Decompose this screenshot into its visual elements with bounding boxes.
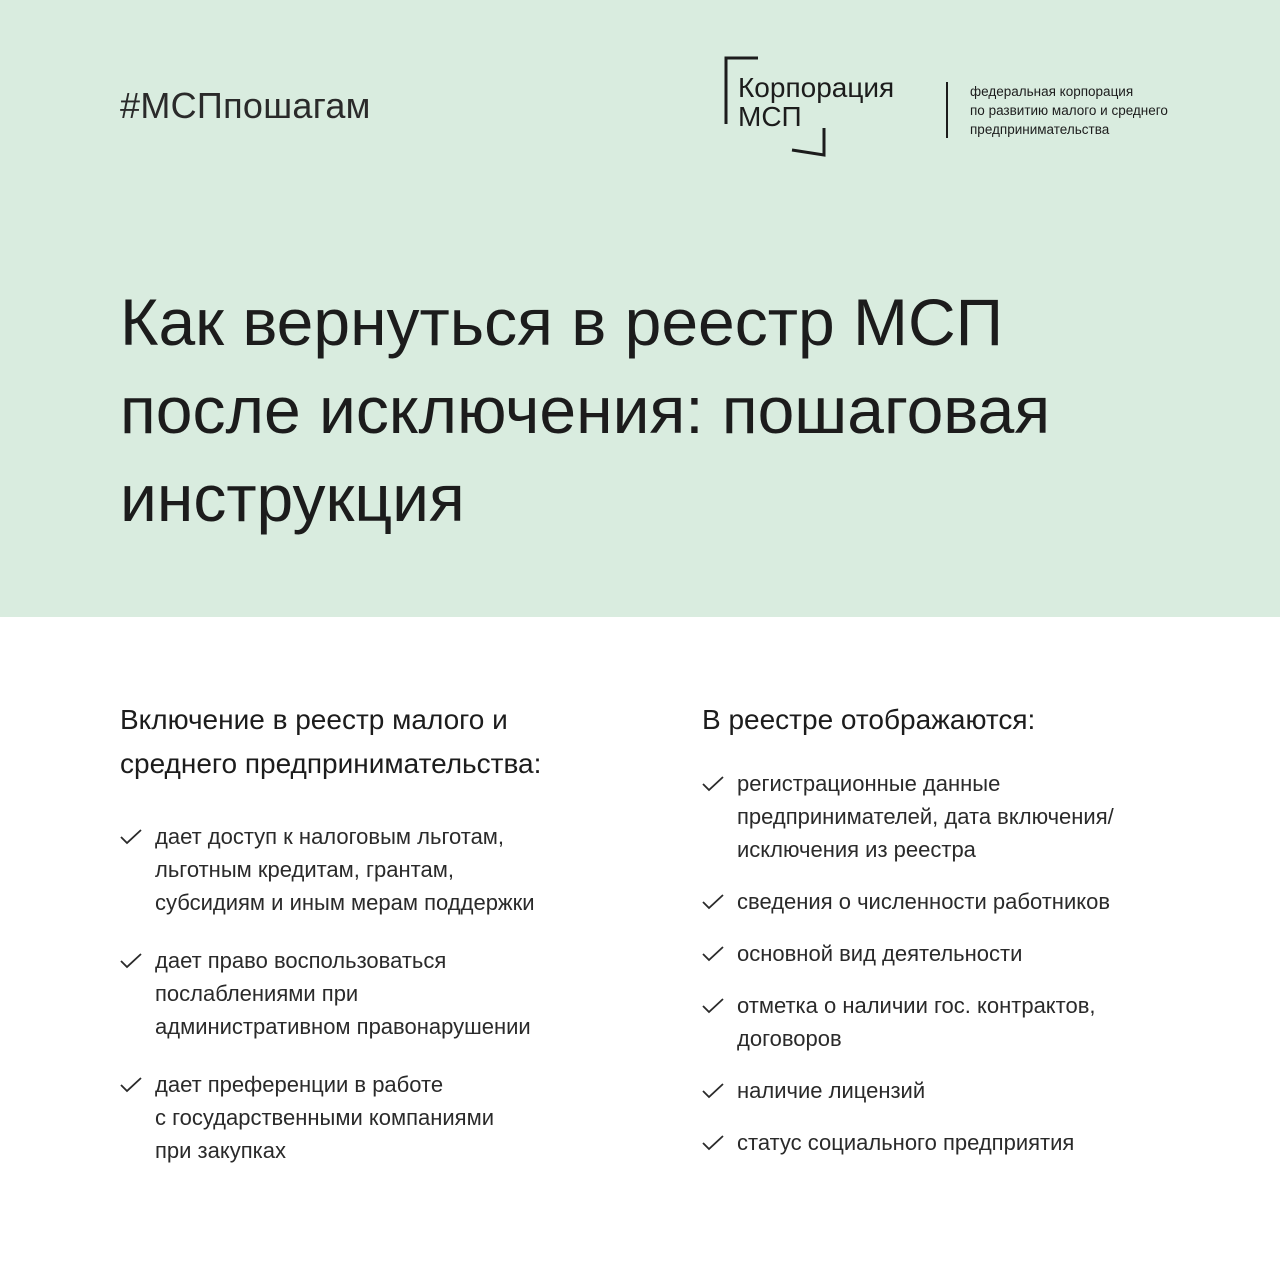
heading-line: Включение в реестр малого и — [120, 704, 508, 735]
logo-wordmark-line1: Корпорация — [738, 72, 895, 103]
item-text: субсидиям и иным мерам поддержки — [155, 890, 535, 915]
item-text: дает преференции в работе — [155, 1072, 444, 1097]
check-icon — [702, 894, 724, 910]
benefits-heading — [120, 698, 660, 786]
item-text: основной вид деятельности — [737, 941, 1023, 966]
item-text: при закупках — [155, 1138, 287, 1163]
check-icon — [120, 829, 142, 845]
check-icon — [702, 1083, 724, 1099]
list-item — [702, 1126, 1242, 1159]
item-text: с государственными компаниями — [155, 1105, 495, 1130]
heading-line: среднего предпринимательства: — [120, 748, 542, 779]
item-text: наличие лицензий — [737, 1078, 926, 1103]
logo — [724, 54, 1224, 160]
benefits-list — [120, 820, 660, 1167]
registry-contents-heading — [702, 698, 1242, 742]
item-text: дает право воспользоваться — [155, 948, 447, 973]
registry-contents-list — [702, 767, 1242, 1159]
list-item — [702, 885, 1242, 918]
check-icon — [702, 1135, 724, 1151]
item-text: дает доступ к налоговым льготам, — [155, 824, 505, 849]
logo-caption-line: федеральная корпорация — [970, 84, 1134, 99]
benefits-section — [120, 698, 660, 1167]
item-text: отметка о наличии гос. контрактов, — [737, 993, 1096, 1018]
check-icon — [702, 998, 724, 1014]
header-panel — [0, 0, 1280, 617]
item-text: регистрационные данные — [737, 771, 1001, 796]
item-text: статус социального предприятия — [737, 1130, 1075, 1155]
logo-wordmark-line2: МСП — [738, 101, 802, 132]
logo-caption-line: по развитию малого и среднего — [970, 103, 1168, 118]
check-icon — [702, 776, 724, 792]
hashtag: #МСПпошагам — [120, 85, 371, 126]
page-title — [120, 278, 1220, 542]
check-icon — [702, 946, 724, 962]
list-item — [702, 989, 1242, 1055]
check-icon — [120, 953, 142, 969]
item-text: льготным кредитам, грантам, — [155, 857, 454, 882]
logo-caption — [970, 82, 1224, 139]
item-text: договоров — [737, 1026, 842, 1051]
item-text: административном правонарушении — [155, 1014, 531, 1039]
title-line: после исключения: пошаговая — [120, 373, 1051, 447]
registry-contents-section — [702, 698, 1242, 1159]
list-item — [702, 1074, 1242, 1107]
list-item — [120, 944, 660, 1043]
list-item — [120, 820, 660, 919]
heading-line: В реестре отображаются: — [702, 704, 1036, 735]
item-text: предпринимателей, дата включения/ — [737, 804, 1114, 829]
title-line: Как вернуться в реестр МСП — [120, 285, 1004, 359]
logo-divider — [946, 82, 948, 138]
item-text: исключения из реестра — [737, 837, 976, 862]
item-text: послаблениями при — [155, 981, 359, 1006]
item-text: сведения о численности работников — [737, 889, 1111, 914]
list-item — [120, 1068, 660, 1167]
logo-caption-line: предпринимательства — [970, 122, 1110, 137]
list-item — [702, 767, 1242, 866]
title-line: инструкция — [120, 461, 465, 535]
list-item — [702, 937, 1242, 970]
check-icon — [120, 1077, 142, 1093]
